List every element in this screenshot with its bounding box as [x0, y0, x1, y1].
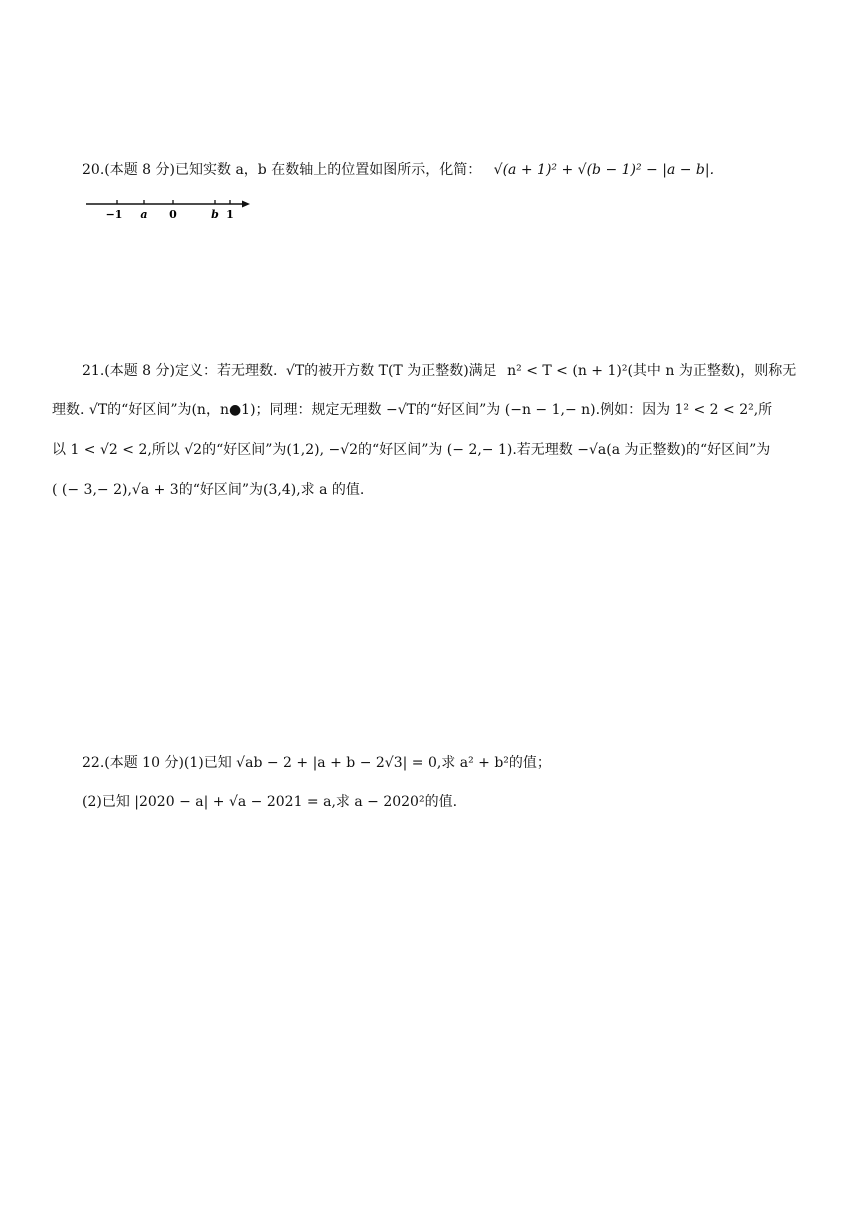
q21-line-1-b: √T的被开方数 T(T 为正整数)满足	[285, 363, 497, 379]
number-line-figure	[84, 196, 252, 222]
number-line-arrow	[242, 201, 250, 208]
axis-label-a: a	[140, 208, 148, 221]
q21-line-1-c: n² < T < (n + 1)²(其中 n 为正整数)，则称无	[507, 363, 797, 379]
q21-line-4: ( (− 3,− 2),√a + 3的“好区间”为(3,4),求 a 的值.	[52, 482, 365, 498]
q21-line-1-a: 21.(本题 8 分)定义：若无理数.	[82, 363, 278, 379]
q21-line-1	[82, 361, 796, 381]
q20-text: 20.(本题 8 分)已知实数 a，b 在数轴上的位置如图所示，化简：	[82, 162, 482, 178]
q20-line	[82, 160, 714, 180]
q20-expression: √(a + 1)² + √(b − 1)² − |a − b|.	[493, 162, 715, 178]
q21-line-2: 理数. √T的“好区间”为(n，n●1)；同理：规定无理数 −√T的“好区间”为 (−n − 1,− n).例如：因为 1² < 2 < 2²,所	[52, 402, 773, 418]
axis-label-1: 1	[226, 208, 234, 221]
axis-label-neg1: −1	[105, 208, 123, 221]
q22-line-1: 22.(本题 10 分)(1)已知 √ab − 2 + |a + b − 2√3| = 0,求 a² + b²的值；	[82, 755, 551, 771]
axis-label-b: b	[211, 208, 219, 221]
axis-label-0: 0	[169, 208, 177, 221]
q22-line-2: (2)已知 |2020 − a| + √a − 2021 = a,求 a − 2020²的值.	[82, 794, 458, 810]
q21-line-3: 以 1 < √2 < 2,所以 √2的“好区间”为(1,2), −√2的“好区间”为 (− 2,− 1).若无理数 −√a(a 为正整数)的“好区间”为	[52, 442, 771, 458]
